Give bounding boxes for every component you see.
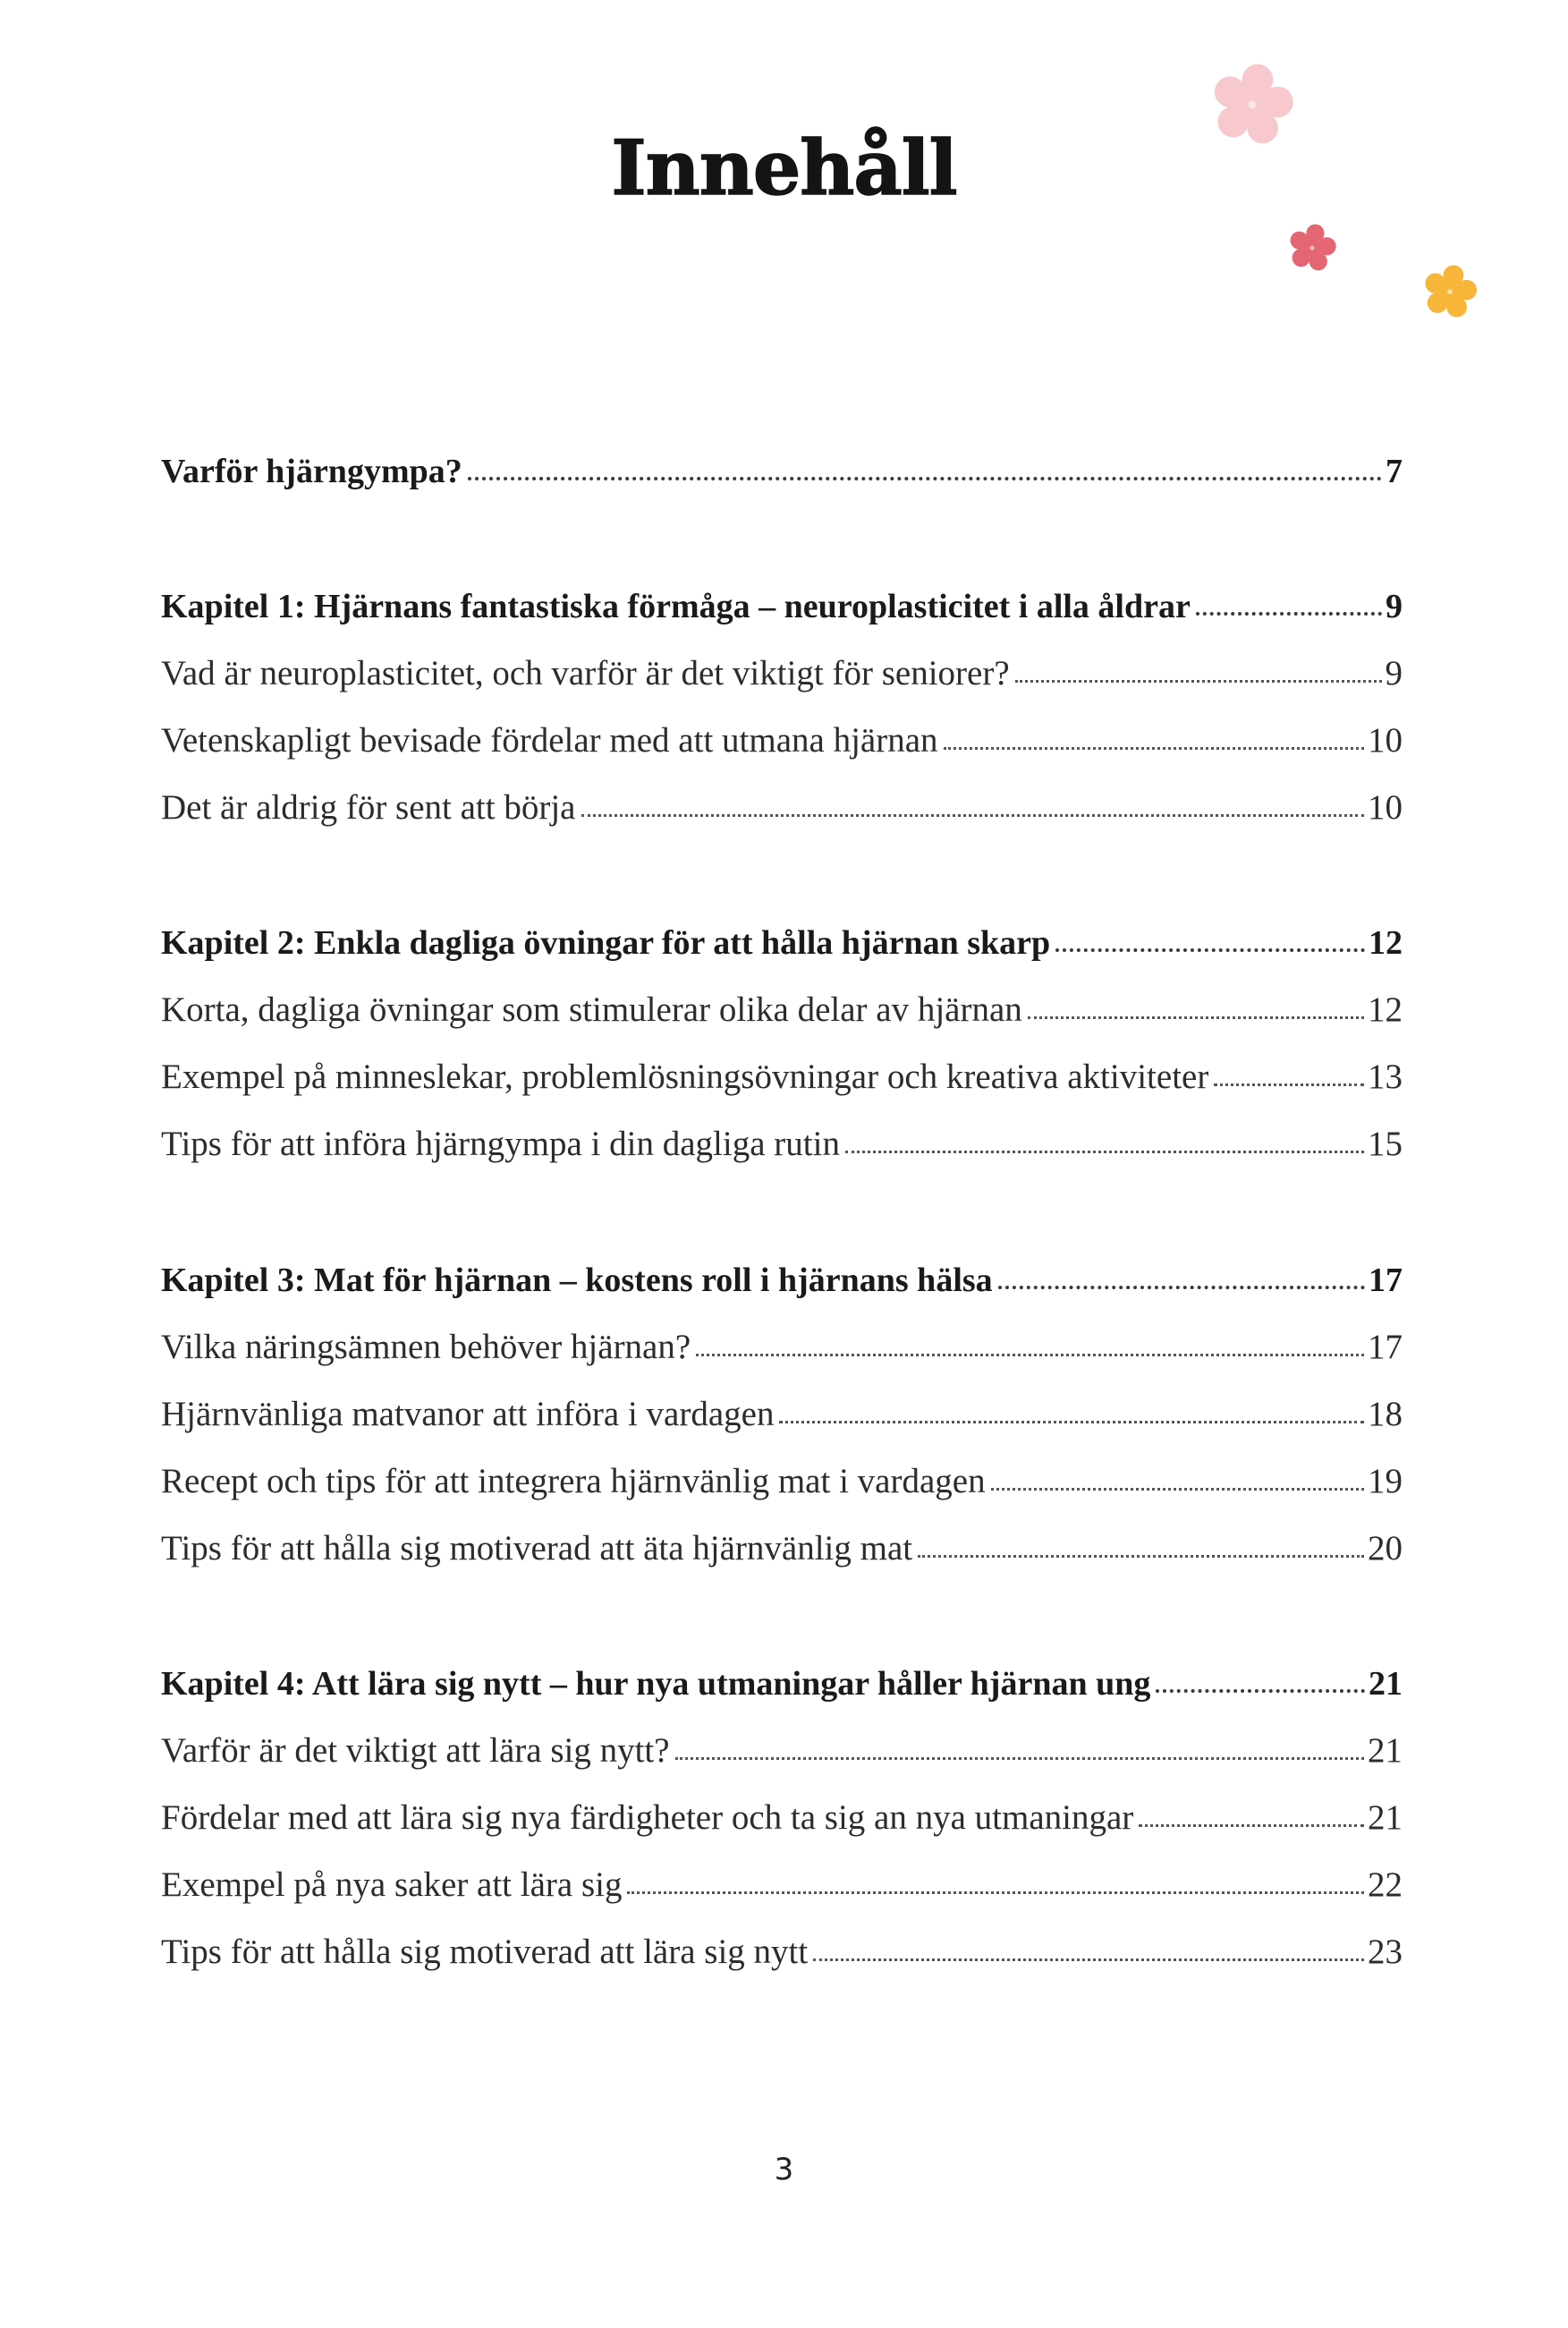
toc-leader-dots bbox=[779, 1398, 1364, 1425]
toc-leader-dots bbox=[627, 1869, 1364, 1896]
toc-page-number: 22 bbox=[1368, 1865, 1403, 1904]
page-number: 3 bbox=[774, 2152, 794, 2188]
toc-page-number: 17 bbox=[1368, 1328, 1403, 1366]
flower-icon bbox=[1425, 265, 1477, 317]
toc-label: Korta, dagliga övningar som stimulerar olika delar av hjärnan bbox=[161, 990, 1022, 1029]
toc-entry[interactable] bbox=[161, 1925, 1403, 1979]
toc-label: Fördelar med att lära sig nya färdigheter och ta sig an nya utmaningar bbox=[161, 1798, 1134, 1837]
toc-heading[interactable] bbox=[161, 1657, 1403, 1711]
flower-icon bbox=[1291, 225, 1336, 271]
toc-leader-dots bbox=[944, 725, 1364, 752]
toc-heading[interactable] bbox=[161, 580, 1403, 633]
toc-entry[interactable] bbox=[161, 1321, 1403, 1374]
toc-entry[interactable] bbox=[161, 647, 1403, 701]
toc-entry[interactable] bbox=[161, 1858, 1403, 1912]
toc-leader-dots bbox=[998, 1264, 1365, 1291]
toc-leader-dots bbox=[991, 1466, 1364, 1492]
toc-label: Exempel på minneslekar, problemlösningsövningar och kreativa aktiviteter bbox=[161, 1058, 1209, 1096]
toc-page-number: 21 bbox=[1369, 1665, 1403, 1703]
toc-label: Kapitel 2: Enkla dagliga övningar för att hålla hjärnan skarp bbox=[161, 924, 1051, 962]
toc-label: Varför är det viktigt att lära sig nytt? bbox=[161, 1731, 670, 1770]
toc-label: Tips för att införa hjärngympa i din dagliga rutin bbox=[161, 1125, 840, 1163]
toc-page-number: 10 bbox=[1368, 721, 1403, 760]
toc-entry[interactable] bbox=[161, 714, 1403, 768]
toc-page-number: 9 bbox=[1385, 654, 1403, 692]
toc-page-number: 23 bbox=[1368, 1933, 1403, 1971]
toc-label: Hjärnvänliga matvanor att införa i vardagen bbox=[161, 1395, 775, 1433]
toc-leader-dots bbox=[918, 1533, 1364, 1559]
toc-leader-dots bbox=[1214, 1061, 1364, 1088]
toc-leader-dots bbox=[581, 792, 1365, 819]
toc-leader-dots bbox=[1196, 590, 1382, 617]
flower-icon bbox=[1418, 259, 1482, 324]
toc-label: Kapitel 3: Mat för hjärnan – kostens roll i hjärnans hälsa bbox=[161, 1262, 993, 1299]
flower-icon bbox=[1203, 55, 1301, 154]
toc-leader-dots bbox=[1028, 994, 1364, 1021]
toc-page-number: 18 bbox=[1368, 1395, 1403, 1433]
toc-page-number: 10 bbox=[1368, 788, 1403, 827]
toc-page-number: 21 bbox=[1368, 1798, 1403, 1837]
toc-leader-dots bbox=[813, 1936, 1364, 1963]
toc-leader-dots bbox=[696, 1331, 1364, 1358]
toc-entry[interactable] bbox=[161, 1791, 1403, 1845]
toc-page-number: 19 bbox=[1368, 1462, 1403, 1500]
toc-heading[interactable] bbox=[161, 916, 1403, 970]
toc-heading[interactable] bbox=[161, 1253, 1403, 1307]
toc-label: Varför hjärngympa? bbox=[161, 453, 462, 490]
page-title: Innehåll bbox=[611, 123, 957, 212]
toc-label: Vad är neuroplasticitet, och varför är det viktigt för seniorer? bbox=[161, 654, 1010, 692]
toc-label: Tips för att hålla sig motiverad att lära sig nytt bbox=[161, 1933, 809, 1971]
toc-leader-dots bbox=[1139, 1802, 1364, 1829]
toc-leader-dots bbox=[1156, 1668, 1365, 1695]
toc-entry[interactable] bbox=[161, 983, 1403, 1037]
toc-entry[interactable] bbox=[161, 1522, 1403, 1576]
toc-page-number: 12 bbox=[1369, 924, 1403, 962]
toc-page-number: 15 bbox=[1368, 1125, 1403, 1163]
toc-heading[interactable] bbox=[161, 445, 1403, 498]
flower-icon bbox=[1215, 64, 1293, 144]
toc-leader-dots bbox=[1015, 658, 1382, 684]
toc-page-number: 17 bbox=[1369, 1262, 1403, 1299]
toc-label: Exempel på nya saker att lära sig bbox=[161, 1865, 623, 1904]
toc-entry[interactable] bbox=[161, 1724, 1403, 1778]
toc-label: Det är aldrig för sent att börja bbox=[161, 788, 576, 827]
flower-icon bbox=[1284, 219, 1341, 276]
toc-label: Tips för att hålla sig motiverad att äta hjärnvänlig mat bbox=[161, 1529, 913, 1568]
toc-label: Kapitel 1: Hjärnans fantastiska förmåga – neuroplasticitet i alla åldrar bbox=[161, 588, 1191, 625]
toc-entry[interactable] bbox=[161, 1388, 1403, 1441]
toc-label: Vetenskapligt bevisade fördelar med att utmana hjärnan bbox=[161, 721, 938, 760]
toc-page-number: 13 bbox=[1368, 1058, 1403, 1096]
toc-leader-dots bbox=[1055, 927, 1365, 954]
toc-page-number: 7 bbox=[1386, 453, 1403, 490]
toc-page-number: 20 bbox=[1368, 1529, 1403, 1568]
toc-label: Vilka näringsämnen behöver hjärnan? bbox=[161, 1328, 691, 1366]
toc-label: Kapitel 4: Att lära sig nytt – hur nya utmaningar håller hjärnan ung bbox=[161, 1665, 1151, 1703]
toc-page-number: 12 bbox=[1368, 990, 1403, 1029]
toc-leader-dots bbox=[845, 1128, 1364, 1155]
toc-entry[interactable] bbox=[161, 1050, 1403, 1104]
toc-entry[interactable] bbox=[161, 781, 1403, 835]
toc-entry[interactable] bbox=[161, 1455, 1403, 1508]
toc-page-number: 9 bbox=[1386, 588, 1403, 625]
toc-label: Recept och tips för att integrera hjärnvänlig mat i vardagen bbox=[161, 1462, 986, 1500]
toc-leader-dots bbox=[468, 455, 1382, 482]
toc-page-number: 21 bbox=[1368, 1731, 1403, 1770]
toc-entry[interactable] bbox=[161, 1117, 1403, 1171]
toc-leader-dots bbox=[675, 1735, 1364, 1762]
